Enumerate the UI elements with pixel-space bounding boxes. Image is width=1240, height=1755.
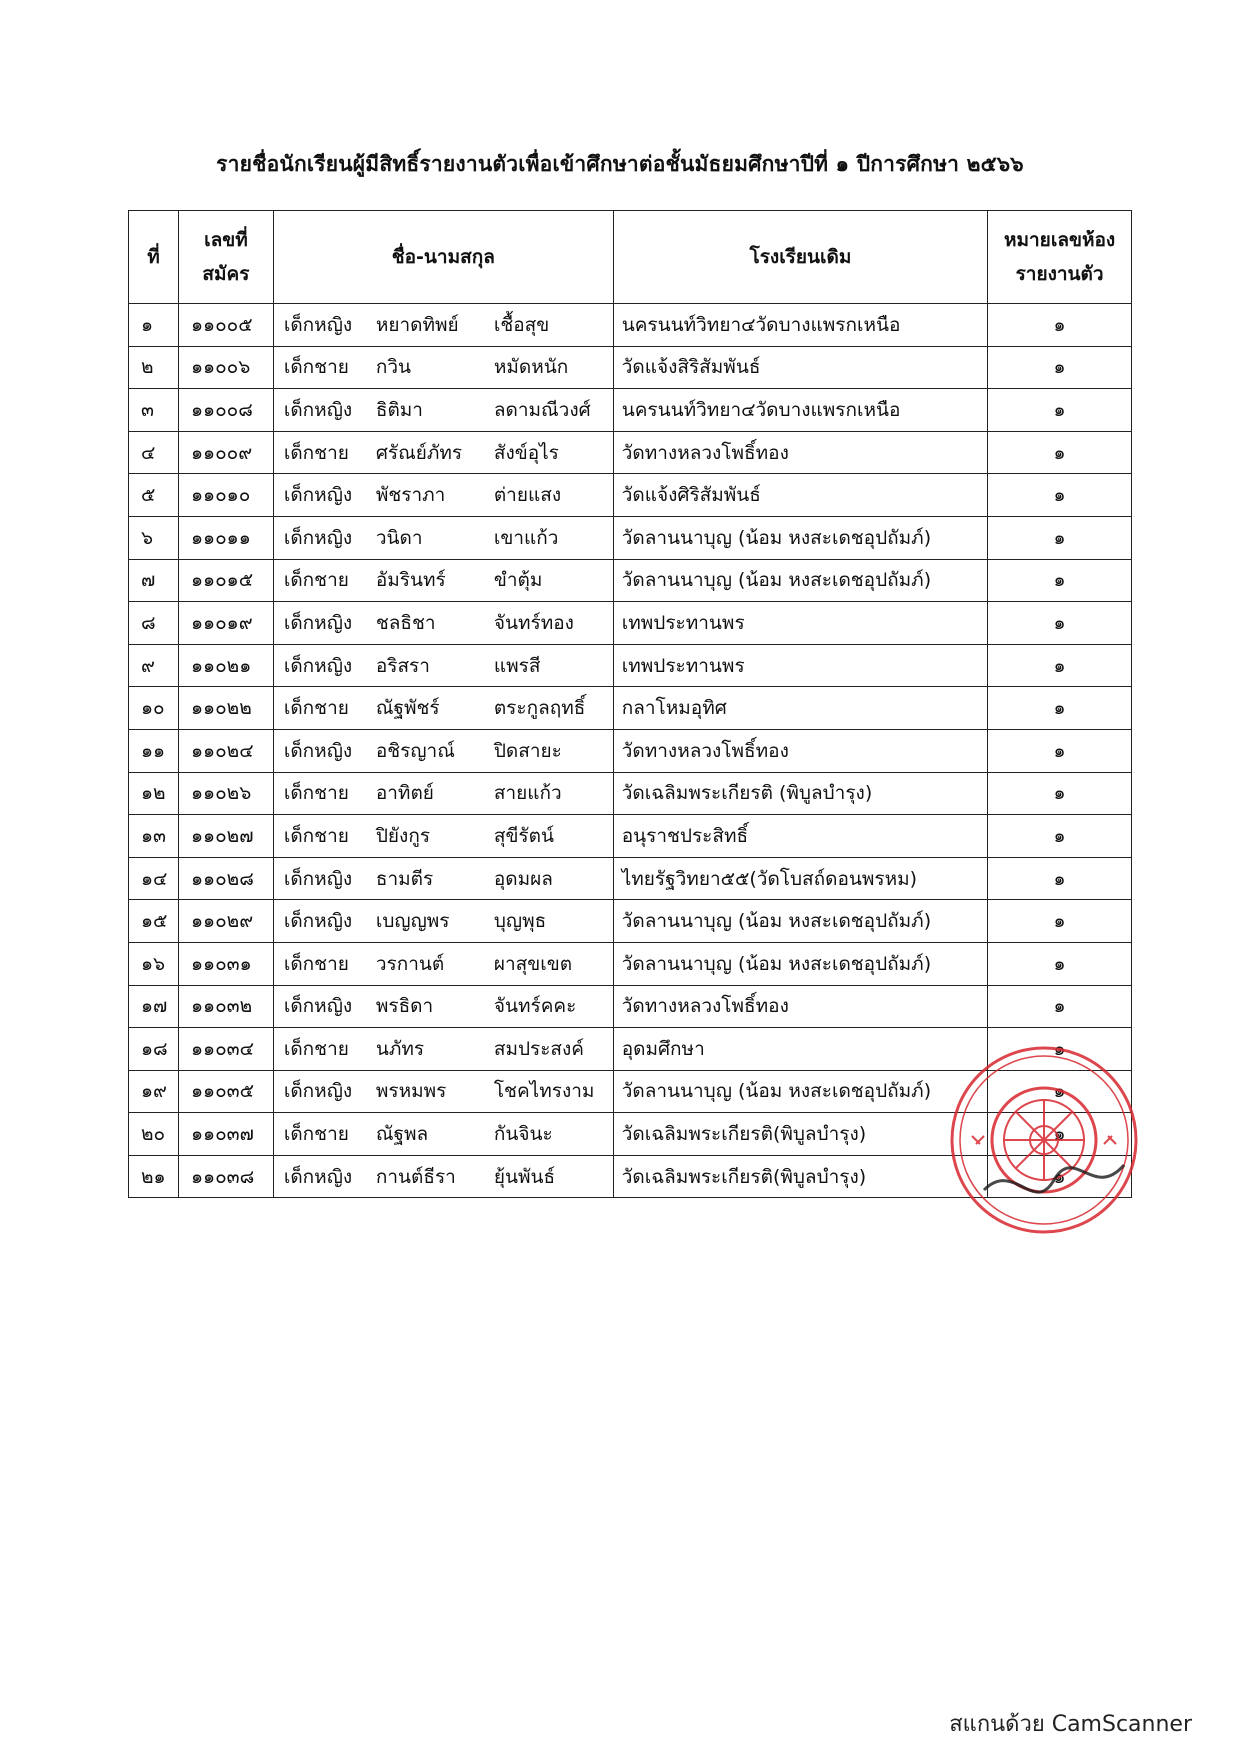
last-name: บุญพุธ [493, 910, 547, 933]
cell-no: ๕ [129, 474, 179, 517]
cell-previous-school: วัดแจ้งศิริสัมพันธ์ [613, 474, 987, 517]
cell-no: ๑๕ [129, 900, 179, 943]
cell-previous-school: วัดเฉลิมพระเกียรติ(พิบูลบำรุง) [613, 1113, 987, 1156]
cell-full-name [273, 431, 613, 474]
last-name: จันทร์คคะ [493, 995, 577, 1018]
cell-no: ๙ [129, 644, 179, 687]
cell-application-no: ๑๑๐๒๑ [178, 644, 273, 687]
first-name: วนิดา [375, 526, 423, 549]
table-row [129, 389, 1132, 432]
cell-application-no: ๑๑๐๐๘ [178, 389, 273, 432]
last-name: สายแก้ว [493, 782, 562, 805]
last-name: อุดมผล [493, 867, 553, 890]
header-no: ที่ [129, 211, 179, 304]
last-name: แพรสี [493, 654, 541, 677]
name-title: เด็กชาย [283, 356, 349, 379]
cell-no: ๑๘ [129, 1028, 179, 1071]
cell-application-no: ๑๑๐๒๖ [178, 772, 273, 815]
cell-room: ๑ [988, 644, 1132, 687]
table-row [129, 431, 1132, 474]
last-name: หมัดหนัก [493, 356, 569, 379]
cell-full-name [273, 1113, 613, 1156]
cell-full-name [273, 815, 613, 858]
table-row [129, 815, 1132, 858]
cell-previous-school: เทพประทานพร [613, 602, 987, 645]
name-title: เด็กหญิง [283, 1165, 353, 1188]
cell-application-no: ๑๑๐๑๑ [178, 516, 273, 559]
first-name: ธิติมา [375, 398, 423, 421]
cell-no: ๑๔ [129, 857, 179, 900]
first-name: กานต์ธีรา [375, 1165, 456, 1188]
name-title: เด็กหญิง [283, 910, 353, 933]
cell-no: ๑๒ [129, 772, 179, 815]
header-application-line1: เลขที่ [204, 229, 248, 251]
cell-previous-school: วัดเฉลิมพระเกียรติ (พิบูลบำรุง) [613, 772, 987, 815]
cell-room: ๑ [988, 772, 1132, 815]
first-name: กวิน [375, 356, 412, 379]
first-name: พรหมพร [375, 1080, 447, 1103]
cell-previous-school: วัดเฉลิมพระเกียรติ(พิบูลบำรุง) [613, 1155, 987, 1198]
table-row [129, 942, 1132, 985]
cell-application-no: ๑๑๐๒๒ [178, 687, 273, 730]
first-name: ชลธิชา [375, 611, 436, 634]
first-name: หยาดทิพย์ [375, 313, 459, 336]
last-name: ขำตุ้ม [493, 569, 543, 592]
cell-full-name [273, 857, 613, 900]
first-name: นภัทร [375, 1037, 425, 1060]
cell-no: ๒ [129, 346, 179, 389]
cell-full-name [273, 304, 613, 347]
cell-full-name [273, 985, 613, 1028]
header-previous-school: โรงเรียนเดิม [613, 211, 987, 304]
last-name: เชื้อสุข [493, 313, 550, 336]
header-room-line2: รายงานตัว [1015, 263, 1104, 285]
cell-room: ๑ [988, 687, 1132, 730]
first-name: อัมรินทร์ [375, 569, 446, 592]
name-title: เด็กหญิง [283, 739, 353, 762]
cell-room: ๑ [988, 729, 1132, 772]
name-title: เด็กชาย [283, 569, 349, 592]
cell-room: ๑ [988, 431, 1132, 474]
table-row [129, 602, 1132, 645]
cell-application-no: ๑๑๐๓๘ [178, 1155, 273, 1198]
last-name: ต่ายแสง [493, 484, 562, 507]
cell-no: ๒๑ [129, 1155, 179, 1198]
first-name: พัชราภา [375, 484, 446, 507]
cell-application-no: ๑๑๐๓๗ [178, 1113, 273, 1156]
name-title: เด็กชาย [283, 441, 349, 464]
cell-application-no: ๑๑๐๑๙ [178, 602, 273, 645]
cell-room: ๑ [988, 900, 1132, 943]
cell-full-name [273, 389, 613, 432]
name-title: เด็กหญิง [283, 398, 353, 421]
page-title: รายชื่อนักเรียนผู้มีสิทธิ์รายงานตัวเพื่อเข้าศึกษาต่อชั้นมัธยมศึกษาปีที่ ๑ ปีการศึกษา ๒๕๖๖ [216, 152, 1024, 176]
header-room-line1: หมายเลขห้อง [1003, 229, 1116, 251]
camscanner-watermark: สแกนด้วย CamScanner [949, 1712, 1192, 1737]
cell-full-name [273, 1155, 613, 1198]
table-row [129, 516, 1132, 559]
table-row [129, 772, 1132, 815]
last-name: สมประสงค์ [493, 1037, 585, 1060]
cell-full-name [273, 900, 613, 943]
cell-full-name [273, 687, 613, 730]
cell-application-no: ๑๑๐๓๒ [178, 985, 273, 1028]
header-application-no [178, 211, 273, 304]
cell-no: ๔ [129, 431, 179, 474]
cell-room: ๑ [988, 985, 1132, 1028]
last-name: เขาแก้ว [493, 526, 559, 549]
cell-application-no: ๑๑๐๐๖ [178, 346, 273, 389]
cell-application-no: ๑๑๐๐๕ [178, 304, 273, 347]
cell-previous-school: อนุราชประสิทธิ์ [613, 815, 987, 858]
cell-room: ๑ [988, 857, 1132, 900]
cell-room: ๑ [988, 389, 1132, 432]
cell-full-name [273, 602, 613, 645]
cell-application-no: ๑๑๐๐๙ [178, 431, 273, 474]
cell-no: ๘ [129, 602, 179, 645]
cell-no: ๓ [129, 389, 179, 432]
cell-full-name [273, 772, 613, 815]
cell-no: ๑๙ [129, 1070, 179, 1113]
cell-no: ๑๖ [129, 942, 179, 985]
cell-room: ๑ [988, 815, 1132, 858]
cell-room: ๑ [988, 942, 1132, 985]
table-row [129, 857, 1132, 900]
table-header-row [129, 211, 1132, 304]
name-title: เด็กหญิง [283, 867, 353, 890]
last-name: สังข์อุไร [493, 441, 559, 464]
first-name: ธามตีร [375, 867, 434, 890]
first-name: ณัฐพัชร์ [375, 697, 440, 720]
cell-previous-school: วัดลานนาบุญ (น้อม หงสะเดชอุปถัมภ์) [613, 1070, 987, 1113]
name-title: เด็กหญิง [283, 995, 353, 1018]
name-title: เด็กชาย [283, 697, 349, 720]
cell-no: ๑๓ [129, 815, 179, 858]
cell-room: ๑ [988, 559, 1132, 602]
cell-application-no: ๑๑๐๓๔ [178, 1028, 273, 1071]
first-name: วรกานต์ [375, 952, 445, 975]
last-name: ปิดสายะ [493, 739, 562, 762]
first-name: อาทิตย์ [375, 782, 434, 805]
name-title: เด็กหญิง [283, 654, 353, 677]
table-row [129, 687, 1132, 730]
last-name: ผาสุขเขต [493, 952, 573, 975]
cell-previous-school: วัดลานนาบุญ (น้อม หงสะเดชอุปถัมภ์) [613, 516, 987, 559]
cell-full-name [273, 516, 613, 559]
cell-previous-school: วัดลานนาบุญ (น้อม หงสะเดชอุปถัมภ์) [613, 942, 987, 985]
header-full-name: ชื่อ-นามสกุล [273, 211, 613, 304]
cell-room: ๑ [988, 1070, 1132, 1113]
first-name: อริสรา [375, 654, 430, 677]
cell-previous-school: วัดทางหลวงโพธิ์ทอง [613, 431, 987, 474]
cell-room: ๑ [988, 304, 1132, 347]
table-row [129, 346, 1132, 389]
cell-full-name [273, 729, 613, 772]
cell-previous-school: วัดแจ้งสิริสัมพันธ์ [613, 346, 987, 389]
first-name: ปิยังกูร [375, 824, 431, 847]
cell-application-no: ๑๑๐๓๕ [178, 1070, 273, 1113]
name-title: เด็กหญิง [283, 484, 353, 507]
name-title: เด็กหญิง [283, 611, 353, 634]
header-application-line2: สมัคร [202, 263, 250, 285]
cell-no: ๖ [129, 516, 179, 559]
cell-room: ๑ [988, 1113, 1132, 1156]
cell-room: ๑ [988, 346, 1132, 389]
cell-application-no: ๑๑๐๑๕ [178, 559, 273, 602]
cell-full-name [273, 942, 613, 985]
cell-application-no: ๑๑๐๒๘ [178, 857, 273, 900]
table-row [129, 474, 1132, 517]
cell-room: ๑ [988, 516, 1132, 559]
first-name: อชิรญาณ์ [375, 739, 455, 762]
cell-application-no: ๑๑๐๒๗ [178, 815, 273, 858]
name-title: เด็กชาย [283, 824, 349, 847]
last-name: สุขีรัตน์ [493, 824, 554, 847]
cell-room: ๑ [988, 602, 1132, 645]
table-row [129, 985, 1132, 1028]
first-name: พรธิดา [375, 995, 434, 1018]
cell-full-name [273, 1028, 613, 1071]
name-title: เด็กหญิง [283, 313, 353, 336]
name-title: เด็กชาย [283, 1123, 349, 1146]
cell-previous-school: วัดลานนาบุญ (น้อม หงสะเดชอุปถัมภ์) [613, 900, 987, 943]
first-name: ศรัณย์ภัทร [375, 441, 463, 464]
cell-room: ๑ [988, 1155, 1132, 1198]
first-name: เบญญพร [375, 910, 450, 933]
cell-no: ๑๑ [129, 729, 179, 772]
cell-previous-school: วัดทางหลวงโพธิ์ทอง [613, 985, 987, 1028]
cell-application-no: ๑๑๐๑๐ [178, 474, 273, 517]
cell-previous-school: วัดลานนาบุญ (น้อม หงสะเดชอุปถัมภ์) [613, 559, 987, 602]
cell-application-no: ๑๑๐๒๙ [178, 900, 273, 943]
cell-no: ๒๐ [129, 1113, 179, 1156]
cell-previous-school: วัดทางหลวงโพธิ์ทอง [613, 729, 987, 772]
name-title: เด็กชาย [283, 1037, 349, 1060]
cell-full-name [273, 474, 613, 517]
last-name: ลดามณีวงศ์ [493, 398, 591, 421]
cell-full-name [273, 346, 613, 389]
cell-no: ๑ [129, 304, 179, 347]
cell-room: ๑ [988, 1028, 1132, 1071]
last-name: กันจินะ [493, 1123, 553, 1146]
table-row [129, 644, 1132, 687]
table-row [129, 304, 1132, 347]
cell-previous-school: ไทยรัฐวิทยา๕๕(วัดโบสถ์ดอนพรหม) [613, 857, 987, 900]
cell-no: ๗ [129, 559, 179, 602]
last-name: โชคไทรงาม [493, 1080, 595, 1103]
name-title: เด็กชาย [283, 952, 349, 975]
cell-application-no: ๑๑๐๒๔ [178, 729, 273, 772]
cell-application-no: ๑๑๐๓๑ [178, 942, 273, 985]
cell-full-name [273, 1070, 613, 1113]
cell-previous-school: เทพประทานพร [613, 644, 987, 687]
first-name: ณัฐพล [375, 1123, 429, 1146]
cell-full-name [273, 644, 613, 687]
last-name: ยุ้นพันธ์ [493, 1165, 556, 1188]
header-room [988, 211, 1132, 304]
school-seal-stamp [944, 1040, 1144, 1240]
cell-full-name [273, 559, 613, 602]
cell-no: ๑๐ [129, 687, 179, 730]
cell-room: ๑ [988, 474, 1132, 517]
name-title: เด็กชาย [283, 782, 349, 805]
cell-no: ๑๗ [129, 985, 179, 1028]
table-row [129, 729, 1132, 772]
name-title: เด็กหญิง [283, 1080, 353, 1103]
cell-previous-school: อุดมศึกษา [613, 1028, 987, 1071]
cell-previous-school: กลาโหมอุทิศ [613, 687, 987, 730]
table-row [129, 900, 1132, 943]
cell-previous-school: นครนนท์วิทยา๔วัดบางแพรกเหนือ [613, 389, 987, 432]
last-name: ตระกูลฤทธิ์ [493, 697, 586, 720]
table-row [129, 559, 1132, 602]
last-name: จันทร์ทอง [493, 611, 574, 634]
cell-previous-school: นครนนท์วิทยา๔วัดบางแพรกเหนือ [613, 304, 987, 347]
name-title: เด็กหญิง [283, 526, 353, 549]
